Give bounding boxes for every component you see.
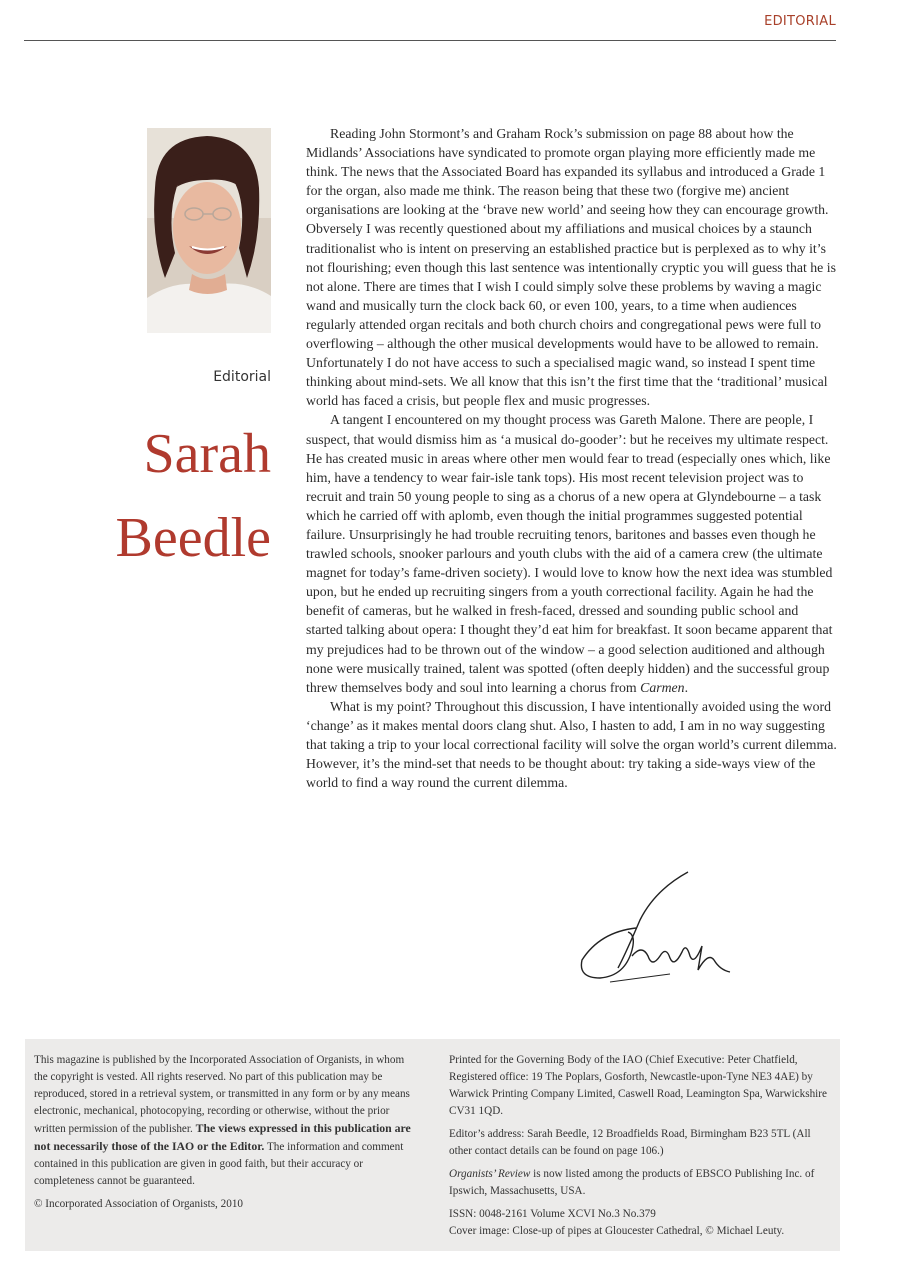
section-label: EDITORIAL <box>764 14 836 29</box>
footer-details-column <box>449 1052 834 1246</box>
article-paragraph-2-text: A tangent I encountered on my thought process was Gareth Malone. There are people, I suspect, that would dismiss him as ‘a musical do-gooder’: but he receives my ultimate respect. He has created music in areas where other men would fear to tread (especially ones which, like him, have a tendency to wear fair-isle tank tops). His most recent television project was to recruit and train 50 young people to sing as a chorus of a new opera at Glyndebourne – a task which he carried off with aplomb, even though the initial programmes suggested potential failure. Unsurprisingly he had trouble recruiting tenors, baritones and basses even though he trawled schools, snooker parlours and youth clubs with the aid of a camera crew (the ultimate magnet for today’s fame-driven society). I would love to know how the next idea was stumbled upon, but he ended up recruiting singers from a youth correctional facility. Again he had the benefit of cameras, but he walked in fresh-faced, dressed and sounding public school and started talking about opera: I thought they’d eat him for breakfast. It soon became apparent that my prejudices had to be thrown out of the window – a good selection auditioned and although none were musically trained, talent was spotted (often deeply hidden) and the successful group threw themselves body and soul into learning a chorus from <box>306 412 833 695</box>
disclaimer-text: The information and comment contained in this publication are given in good faith, but their accuracy or completeness cannot be guaranteed. <box>34 1141 404 1187</box>
author-name <box>91 412 271 580</box>
printer-info: Printed for the Governing Body of the IAO (Chief Executive: Peter Chatfield, Registered office: 19 The Poplars, Gosforth, Newcastle-upon-Tyne NE3 4AE) by Warwick Printing Company Limited, Caswell Road, Leamington Spa, Warwickshire CV31 1QD. <box>449 1054 827 1117</box>
magazine-title: Organists’ Review <box>449 1168 531 1180</box>
author-portrait-graphic <box>147 128 271 333</box>
editor-address: Editor’s address: Sarah Beedle, 12 Broadfields Road, Birmingham B23 5TL (All other contact details can be found on page 106.) <box>449 1128 811 1157</box>
opera-title: Carmen <box>640 679 685 695</box>
disclaimer-bold: The views expressed in this publication are not necessarily those of the IAO or the Editor. <box>34 1121 411 1153</box>
copyright-text: This magazine is published by the Incorporated Association of Organists, in whom the copyright is vested. All rights reserved. No part of this publication may be reproduced, stored in a retrieval system, or transmitted in any form or by any means electronic, mechanical, photocopying, recording or otherwise, without the prior written permission of the publisher. <box>34 1054 410 1135</box>
article-paragraph-2-end: . <box>684 679 689 695</box>
ebsco-text: is now listed among the products of EBSCO Publishing Inc. of Ipswich, Massachusetts, USA. <box>449 1168 815 1197</box>
signature <box>570 860 750 990</box>
cover-image-credit: Cover image: Close-up of pipes at Gloucester Cathedral, © Michael Leuty. <box>449 1225 785 1237</box>
article-paragraph-2 <box>306 410 838 696</box>
issn-line: ISSN: 0048-2161 Volume XCVI No.3 No.379 <box>449 1208 656 1220</box>
publication-info-footer <box>25 1039 840 1251</box>
footer-copyright-column <box>34 1052 414 1219</box>
author-first-name: Sarah <box>143 423 271 485</box>
copyright-line: © Incorporated Association of Organists, 2010 <box>34 1198 244 1210</box>
author-photo <box>147 128 271 333</box>
copyright-notice <box>34 1052 414 1190</box>
signature-graphic <box>570 860 750 990</box>
article-paragraph-1: Reading John Stormont’s and Graham Rock’s submission on page 88 about how the Midlands’ Associations have syndicated to promote organ playing more efficiently made me think. The news that the Associated Board has expanded its syllabus and introduced a Grade 1 for the organ, also made me think. The reason being that these two (forgive me) ancient organisations are looking at the ‘brave new world’ and seeing how they can encourage growth. Obversely I was recently questioned about my affiliations and musical choices by a staunch traditionalist who is intent on preserving an established practice but is perplexed as to why it’s not flourishing; even though this last sentence was intentionally cryptic you will guess that he is not alone. There are times that I wish I could simply solve these problems by waving a magic wand and musically turn the clock back 60, or even 100, years, to a time when audiences regularly attended organ recitals and both church choirs and congregational pews were full to overflowing – although the other musical developments would have to be allowed to remain. Unfortunately I do not have access to such a specialised magic wand, so instead I spent time thinking about mind-sets. We all know that this isn’t the first time that the ‘traditional’ musical world has faced a crisis, but people flex and music progresses. <box>306 126 836 409</box>
editorial-label: Editorial <box>213 369 271 385</box>
author-last-name: Beedle <box>115 507 271 569</box>
header-rule <box>24 40 836 41</box>
article-paragraph-3: What is my point? Throughout this discussion, I have intentionally avoided using the word ‘change’ as it makes mental doors clang shut. Also, I hasten to add, I am in no way suggesting that taking a trip to your local correctional facility will solve the organ world’s current dilemma. However, it’s the mind-set that needs to be thought about: try taking a side-ways view of the world to find a way round the current dilemma. <box>306 698 837 791</box>
ebsco-notice <box>449 1166 834 1200</box>
editorial-article <box>306 124 838 792</box>
